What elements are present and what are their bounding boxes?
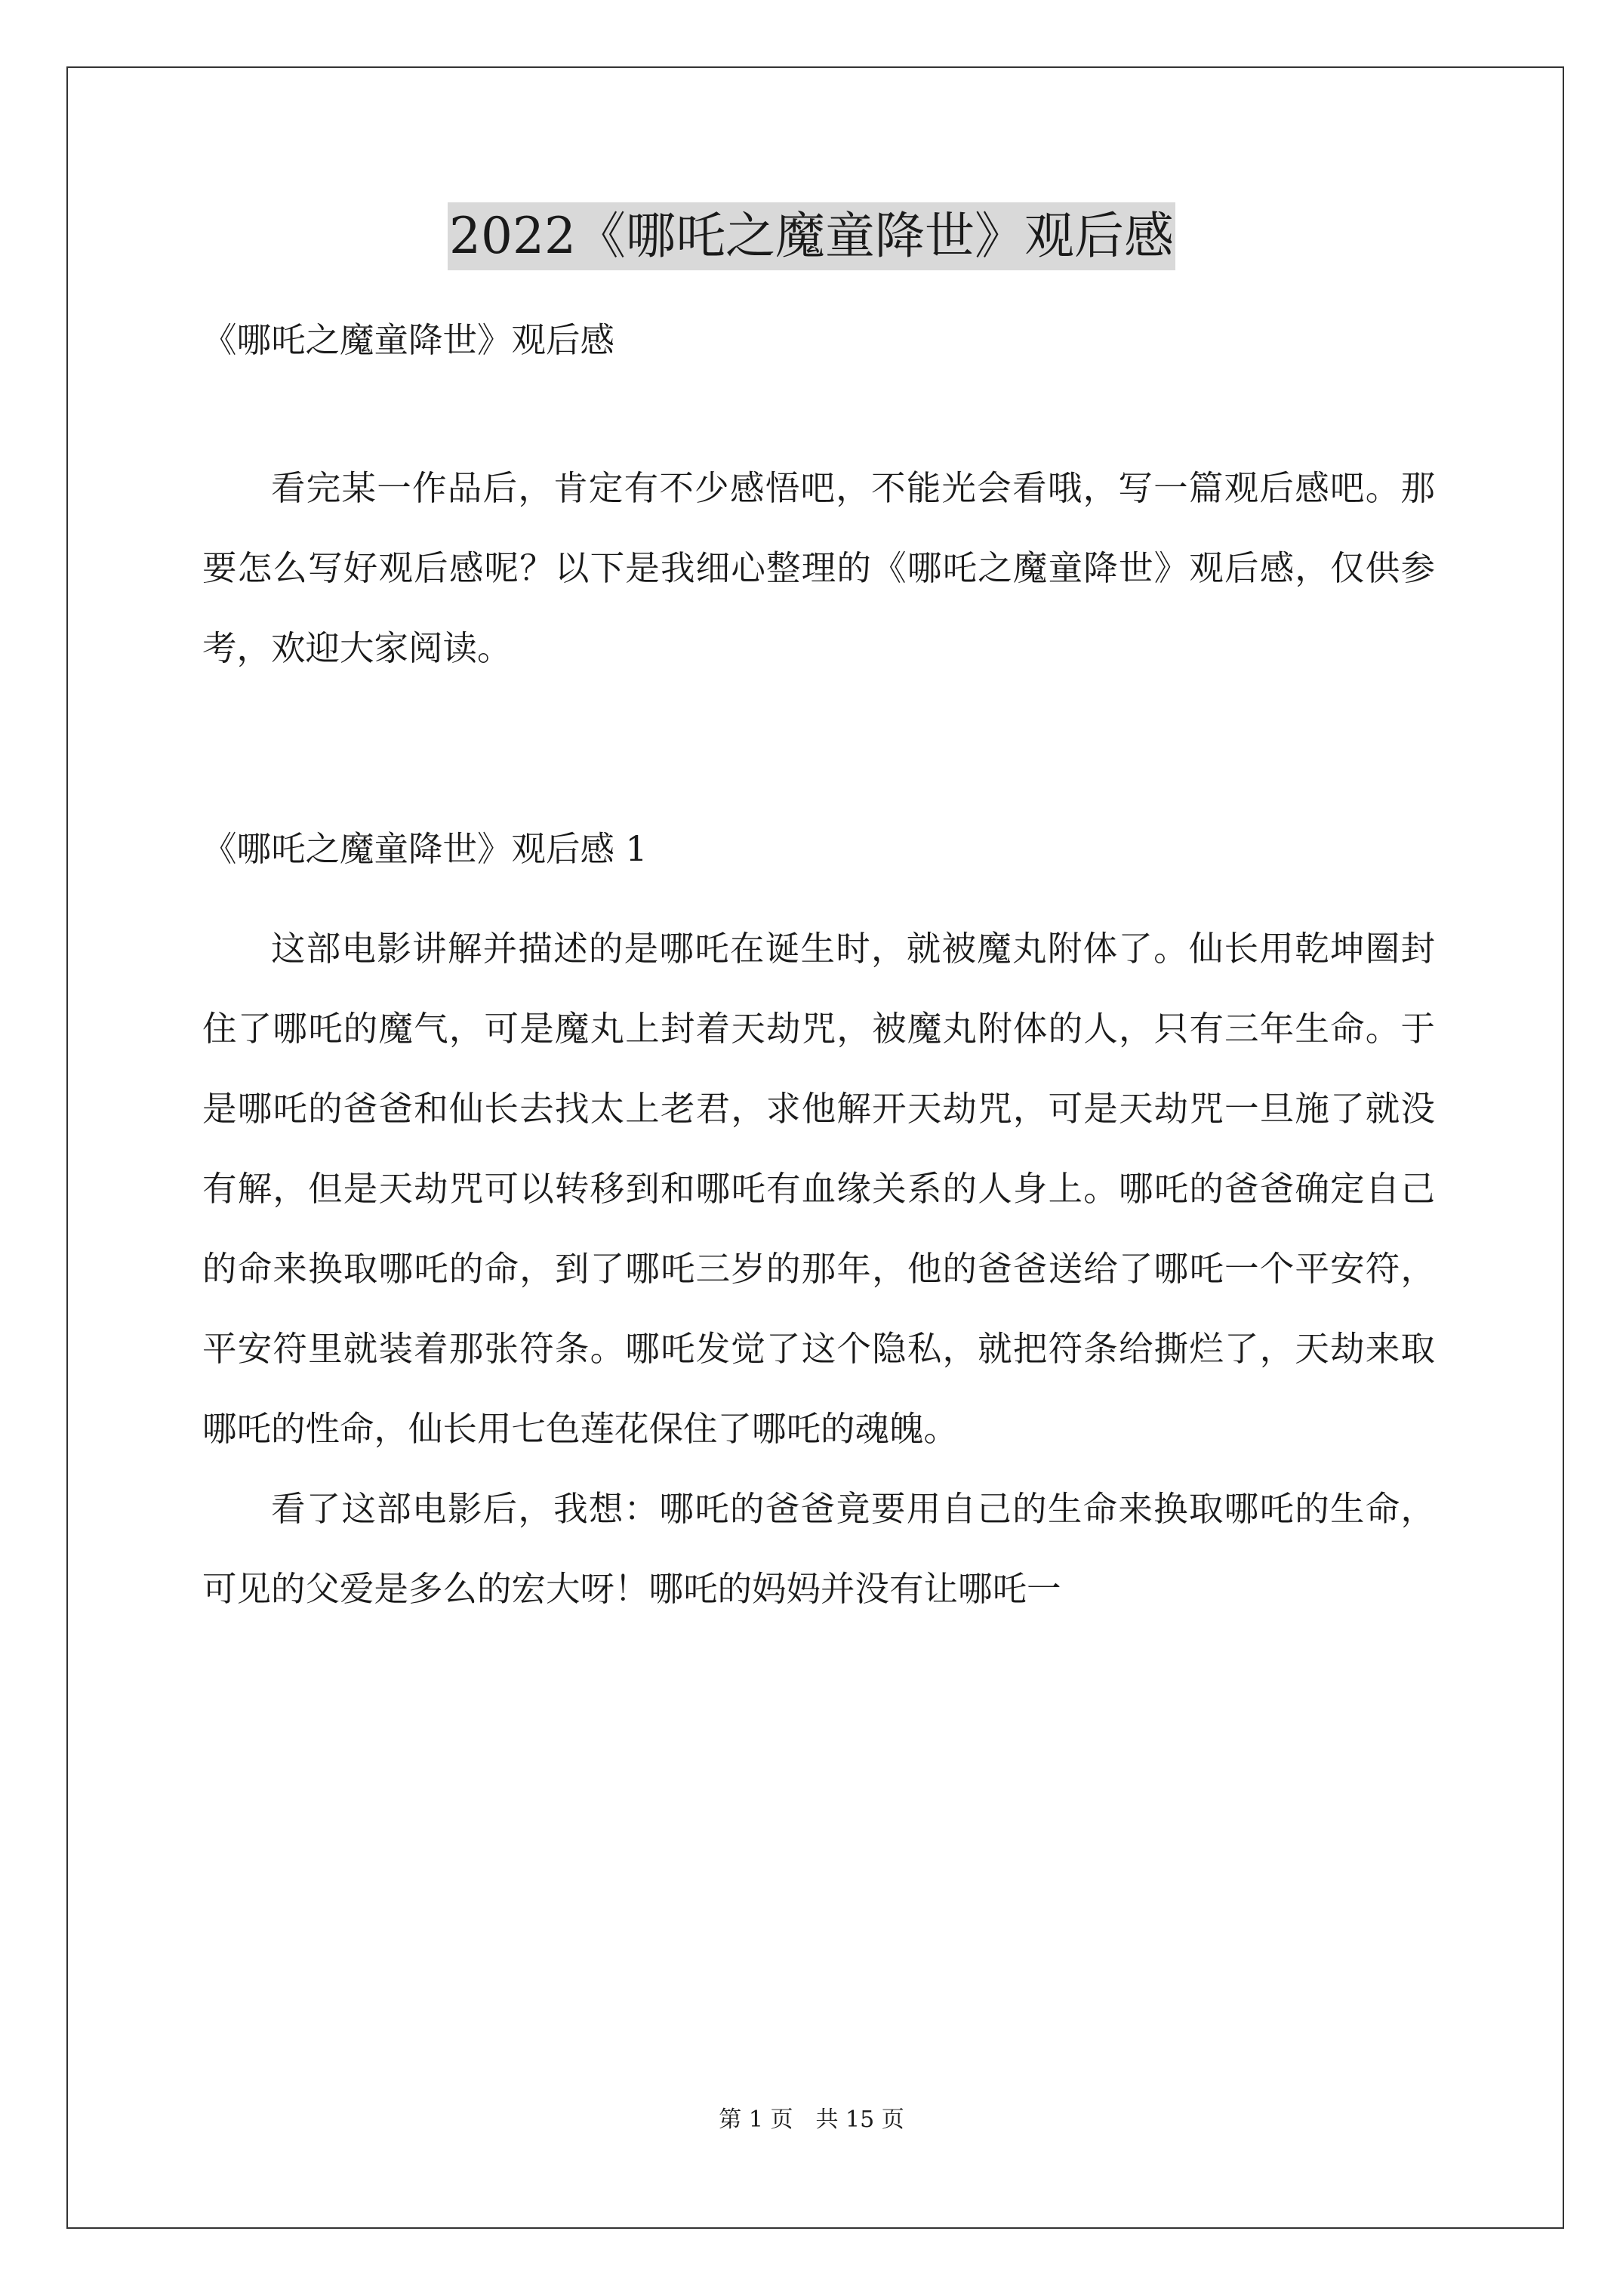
section-heading: 《哪吒之魔童降世》观后感 [202, 320, 615, 360]
document-title-text: 2022《哪吒之魔童降世》观后感 [448, 202, 1175, 270]
body-paragraph: 看了这部电影后，我想：哪吒的爸爸竟要用自己的生命来换取哪吒的生命，可见的父爱是多么的宏大呀！哪吒的妈妈并没有让哪吒一 [202, 1489, 1435, 1609]
document-body [202, 300, 1435, 1629]
document-title [0, 202, 1623, 270]
page-footer [0, 2105, 1623, 2135]
body-paragraph: 这部电影讲解并描述的是哪吒在诞生时，就被魔丸附体了。仙长用乾坤圈封住了哪吒的魔气，可是魔丸上封着天劫咒，被魔丸附体的人，只有三年生命。于是哪吒的爸爸和仙长去找太上老君，求他解开天劫咒，可是天劫咒一旦施了就没有解，但是天劫咒可以转移到和哪吒有血缘关系的人身上。哪吒的爸爸确定自己的命来换取哪吒的命，到了哪吒三岁的那年，他的爸爸送给了哪吒一个平安符，平安符里就装着那张符条。哪吒发觉了这个隐私，就把符条给撕烂了，天劫来取哪吒的性命，仙长用七色莲花保住了哪吒的魂魄。 [202, 929, 1435, 1449]
intro-paragraph: 看完某一作品后，肯定有不少感悟吧，不能光会看哦，写一篇观后感吧。那要怎么写好观后感呢？以下是我细心整理的《哪吒之魔童降世》观后感，仅供参考，欢迎大家阅读。 [202, 468, 1435, 668]
page-number: 第 1 页 共 15 页 [719, 2106, 904, 2133]
section-heading: 《哪吒之魔童降世》观后感 1 [202, 829, 648, 869]
